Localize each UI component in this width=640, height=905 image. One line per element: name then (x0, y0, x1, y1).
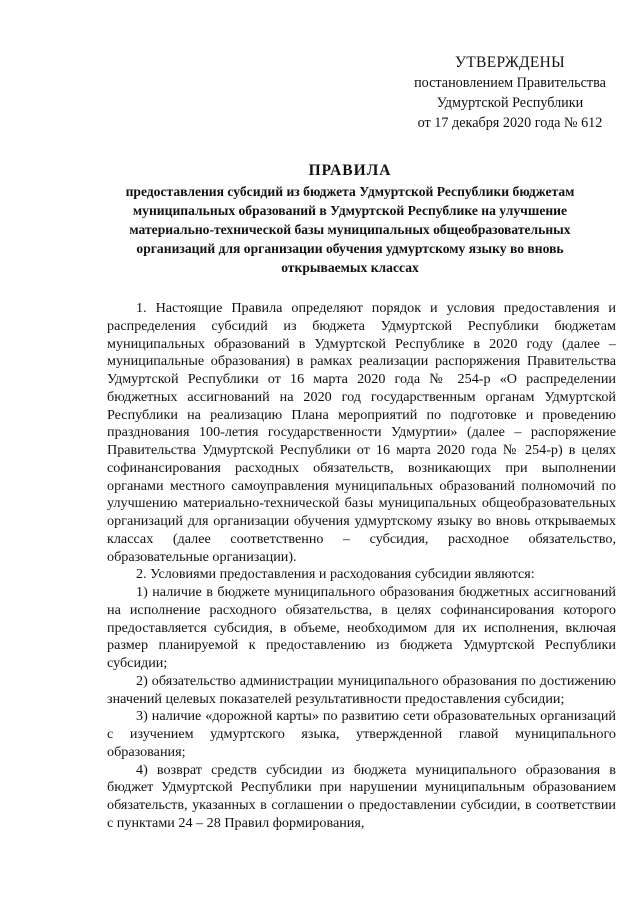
document-title: ПРАВИЛА (308, 162, 392, 179)
approval-stamp (395, 52, 625, 133)
approval-line: Удмуртской Республики (436, 95, 584, 111)
approval-heading: УТВЕРЖДЕНЫ (455, 54, 565, 71)
document-body (107, 300, 616, 833)
approval-line: постановлением Правительства (414, 75, 606, 91)
approval-date-line: от 17 декабря 2020 года № 612 (417, 115, 603, 131)
document-subtitle: предоставления субсидий из бюджета Удмуртской Республики бюджетам муниципальных образований в Удмуртской Республике на улучшение материально-технической базы муниципальных общеобразовательных организаций для организации обучения удмуртскому языку во вновь открываемых классах (125, 184, 575, 275)
body-paragraph: 3) наличие «дорожной карты» по развитию сети образовательных организаций с изучением удмуртского языка, утвержденной главой муниципального образования; (107, 708, 616, 760)
document-title-block (100, 160, 600, 277)
body-paragraph: 1) наличие в бюджете муниципального образования бюджетных ассигнований на исполнение расходного обязательства, в целях софинансирования которого предоставляется субсидия, в объеме, необходимом для их исполнения, включая размер планируемой к предоставлению из бюджета Удмуртской Республики субсидии; (107, 584, 616, 671)
body-paragraph: 2) обязательство администрации муниципального образования по достижению значений целевых показателей результативности предоставления субсидии; (107, 672, 616, 707)
body-paragraph: 2. Условиями предоставления и расходования субсидии являются: (136, 566, 535, 583)
body-paragraph: 1. Настоящие Правила определяют порядок и условия предоставления и распределения субсидий из бюджета Удмуртской Республики бюджетам муниципальных образований в Удмуртской Республике в 2020 году (далее – муниципальные образования) в рамках реализации распоряжения Правительства Удмуртской Республики от 16 марта 2020 года № 254-р «О распределении бюджетных ассигнований на 2020 год государственным органам Удмуртской Республики на реализацию Плана мероприятий по подготовке и проведению празднования 100-летия государственности Удмуртии» (далее – распоряжение Правительства Удмуртской Республики от 16 марта 2020 года № 254-р) в целях софинансирования расходных обязательств, возникающих при выполнении органами местного самоуправления муниципальных образований полномочий по улучшению материально-технической базы муниципальных общеобразовательных организаций для организации обучения удмуртскому языку во вновь открываемых классах (далее соответственно – субсидия, расходное обязательство, образовательные организации). (107, 300, 616, 565)
body-paragraph: 4) возврат средств субсидии из бюджета муниципального образования в бюджет Удмуртской Республики при нарушении муниципальным образованием обязательств, указанных в соглашении о предоставлении субсидии, в соответствии с пунктами 24 – 28 Правил формирования, (107, 761, 616, 831)
